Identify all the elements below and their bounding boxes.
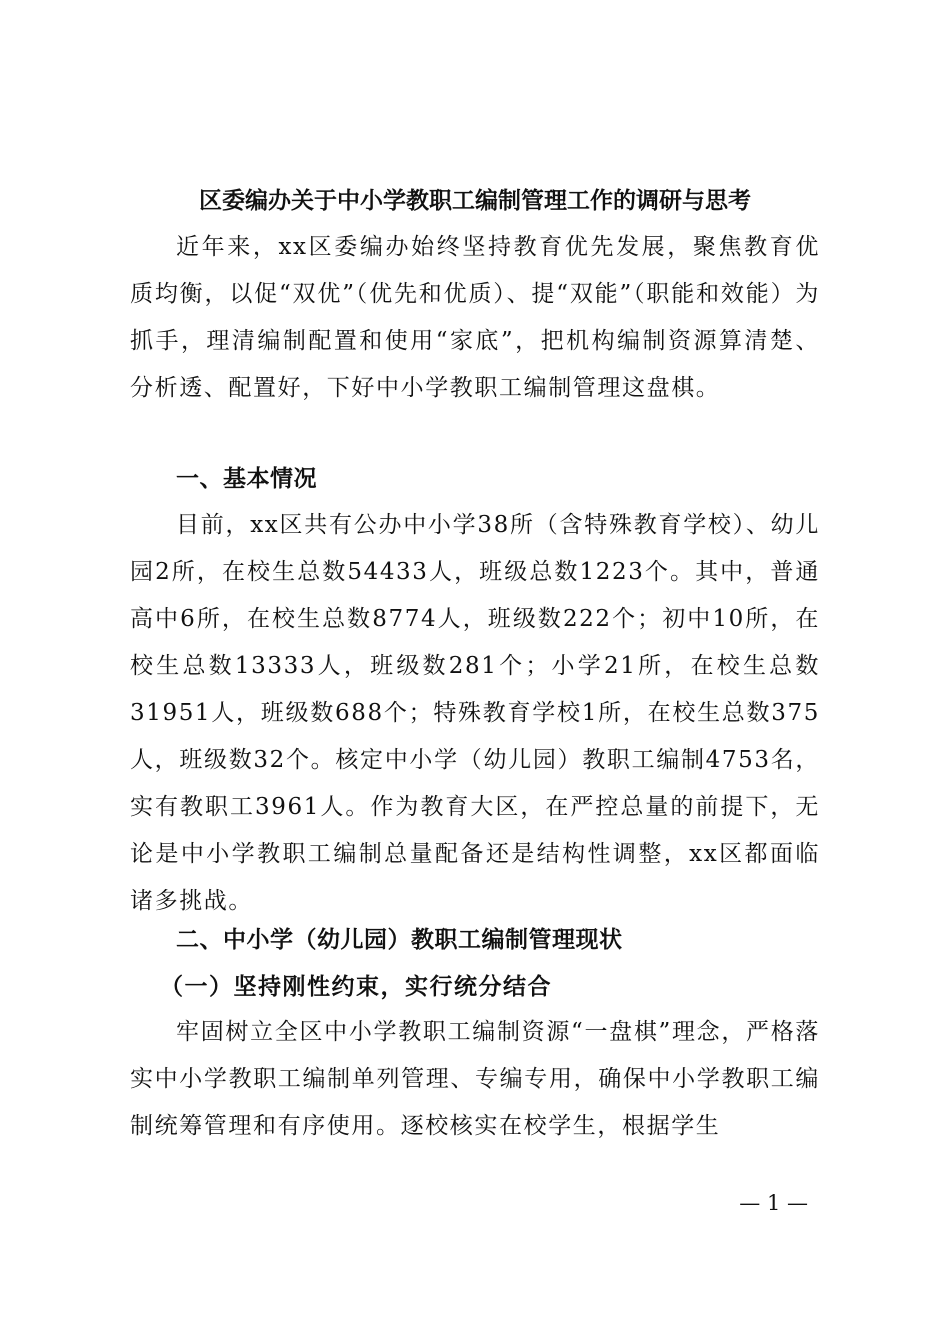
section-1-heading: 一、基本情况 (176, 466, 317, 492)
document-title: 区委编办关于中小学教职工编制管理工作的调研与思考 (199, 187, 751, 214)
intro-paragraph: 近年来，xx区委编办始终坚持教育优先发展，聚焦教育优质均衡，以促“双优”（优先和优质）、提“双能”（职能和效能）为抓手，理清编制配置和使用“家底”，把机构编制资源算清楚、分析透、配置好，下好中小学教职工编制管理这盘棋。 (130, 234, 820, 401)
subsection-2-1-paragraph: 牢固树立全区中小学教职工编制资源“一盘棋”理念，严格落实中小学教职工编制单列管理、专编专用，确保中小学教职工编制统筹管理和有序使用。逐校核实在校学生，根据学生 (130, 1019, 820, 1139)
section-1-paragraph: 目前，xx区共有公办中小学38所（含特殊教育学校）、幼儿园2所，在校生总数54433人，班级总数1223个。其中，普通高中6所，在校生总数8774人，班级数222个；初中10所，在校生总数13333人，班级数281个；小学21所，在校生总数31951人，班级数688个；特殊教育学校1所，在校生总数375人，班级数32个。核定中小学（幼儿园）教职工编制4753名，实有教职工3961人。作为教育大区，在严控总量的前提下，无论是中小学教职工编制总量配备还是结构性调整，xx区都面临诸多挑战。 (130, 512, 820, 914)
page-number: — 1 — (739, 1191, 808, 1215)
section-2-heading: 二、中小学（幼儿园）教职工编制管理现状 (176, 927, 623, 953)
subsection-2-1-heading: （一）坚持刚性约束，实行统分结合 (160, 973, 552, 1000)
